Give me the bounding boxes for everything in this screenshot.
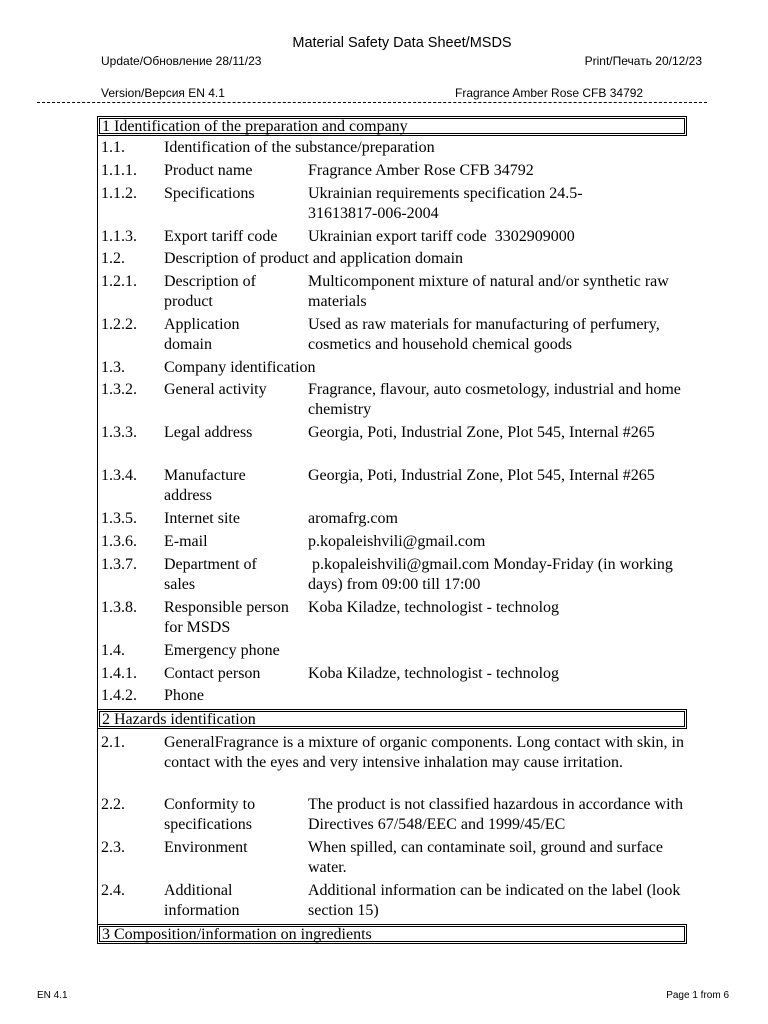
row-label: Specifications xyxy=(164,185,255,202)
page-number: Page 1 from 6 xyxy=(666,990,729,1001)
row-label: Environment xyxy=(164,839,248,856)
row-value: Fragrance, flavour, auto cosmetology, industrial and home chemistry xyxy=(308,381,681,418)
row-number: 1.4.1. xyxy=(101,665,137,682)
header-divider xyxy=(37,102,707,103)
row-value: p.kopaleishvili@gmail.com Monday-Friday (in working days) from 09:00 till 17:00 xyxy=(308,556,677,593)
row-number: 1.2. xyxy=(101,250,125,267)
section-2-left-border xyxy=(97,729,98,924)
row-number: 2.4. xyxy=(101,882,125,899)
row-value: Georgia, Poti, Industrial Zone, Plot 545, Internal #265 xyxy=(308,467,655,484)
row-value: Ukrainian export tariff code 3302909000 xyxy=(308,228,575,245)
section-3-heading: 3 Composition/information on ingredients xyxy=(97,924,687,944)
footer-version: EN 4.1 xyxy=(37,990,68,1001)
row-value: Multicomponent mixture of natural and/or synthetic raw materials xyxy=(308,273,669,310)
row-label: Internet site xyxy=(164,510,240,527)
row-heading: Emergency phone xyxy=(164,642,280,659)
row-number: 1.3.4. xyxy=(101,467,137,484)
row-label: Export tariff code xyxy=(164,228,278,245)
row-value: Koba Kiladze, technologist - technolog xyxy=(308,665,560,682)
row-label: Conformity to specifications xyxy=(164,796,256,833)
document-title: Material Safety Data Sheet/MSDS xyxy=(292,35,512,51)
row-label: Additional information xyxy=(164,882,240,919)
row-value: Ukrainian requirements specification 24.5-31613817-006-2004 xyxy=(308,185,583,222)
row-number: 2.2. xyxy=(101,796,125,813)
row-number: 1.4. xyxy=(101,642,125,659)
row-heading: Company identification xyxy=(164,359,316,376)
row-value: Georgia, Poti, Industrial Zone, Plot 545, Internal #265 xyxy=(308,424,655,441)
row-value: When spilled, can contaminate soil, ground and surface water. xyxy=(308,839,663,876)
row-heading: Identification of the substance/preparation xyxy=(164,139,435,156)
section-2-heading: 2 Hazards identification xyxy=(97,709,687,729)
row-number: 1.2.2. xyxy=(101,316,137,333)
row-number: 1.3.6. xyxy=(101,533,137,550)
row-number: 1.2.1. xyxy=(101,273,137,290)
update-date: Update/Обновление 28/11/23 xyxy=(101,54,262,68)
row-label: Description of product xyxy=(164,273,256,310)
row-heading: Description of product and application domain xyxy=(164,250,464,267)
row-label: Product name xyxy=(164,162,253,179)
row-number: 1.3.2. xyxy=(101,381,137,398)
row-label: Application domain xyxy=(164,316,240,353)
row-label: General activity xyxy=(164,381,267,398)
row-number: 1.1.3. xyxy=(101,228,137,245)
row-value: Fragrance Amber Rose CFB 34792 xyxy=(308,162,534,179)
row-number: 2.3. xyxy=(101,839,125,856)
row-value: aromafrg.com xyxy=(308,510,398,527)
row-label: Department of sales xyxy=(164,556,257,593)
section-1-heading: 1 Identification of the preparation and company xyxy=(97,116,687,136)
row-value: Used as raw materials for manufacturing of perfumery, cosmetics and household chemical goods xyxy=(308,316,660,353)
row-label: Contact person xyxy=(164,665,261,682)
row-label: Responsible person for MSDS xyxy=(164,599,289,636)
print-date: Print/Печать 20/12/23 xyxy=(584,54,702,68)
row-number: 1.3. xyxy=(101,359,125,376)
row-value: The product is not classified hazardous in accordance with Directives 67/548/EEC and 1999/45/EC xyxy=(308,796,683,833)
row-number: 1.3.7. xyxy=(101,556,137,573)
header-product-name: Fragrance Amber Rose CFB 34792 xyxy=(455,86,644,100)
row-label: Manufacture address xyxy=(164,467,246,504)
row-label: E-mail xyxy=(164,533,208,550)
row-number: 1.3.8. xyxy=(101,599,137,616)
row-value: Koba Kiladze, technologist - technolog xyxy=(308,599,560,616)
section-1-left-border xyxy=(97,136,98,709)
row-number: 1.1.1. xyxy=(101,162,137,179)
row-number: 1.1. xyxy=(101,139,125,156)
row-value: p.kopaleishvili@gmail.com xyxy=(308,533,486,550)
row-label: Phone xyxy=(164,687,204,704)
row-number: 2.1. xyxy=(101,734,125,751)
row-value: Additional information can be indicated on the label (look section 15) xyxy=(308,882,681,919)
row-number: 1.1.2. xyxy=(101,185,137,202)
row-label: Legal address xyxy=(164,424,253,441)
document-version: Version/Версия EN 4.1 xyxy=(101,86,225,100)
row-number: 1.3.5. xyxy=(101,510,137,527)
row-number: 1.3.3. xyxy=(101,424,137,441)
row-number: 1.4.2. xyxy=(101,687,137,704)
row-text: GeneralFragrance is a mixture of organic components. Long contact with skin, in contact with the eyes and very intensive inhalation may cause irritation. xyxy=(164,734,684,771)
